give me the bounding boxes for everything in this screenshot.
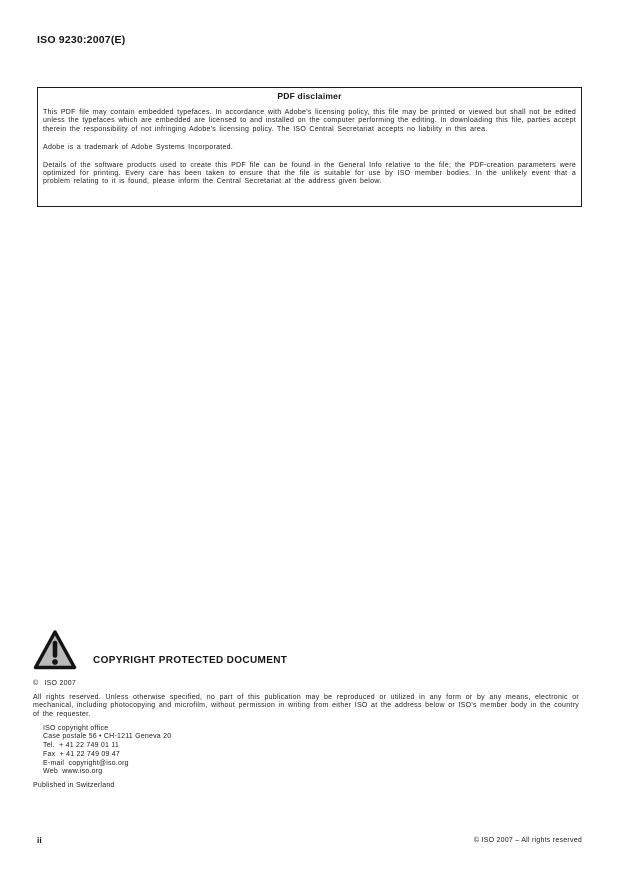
disclaimer-paragraph-2: Adobe is a trademark of Adobe Systems Incorporated.	[43, 143, 234, 151]
copyright-heading: COPYRIGHT PROTECTED DOCUMENT	[93, 655, 288, 666]
footer-copyright: © ISO 2007 – All rights reserved	[473, 837, 582, 844]
pdf-disclaimer-box	[37, 87, 582, 207]
address-email-line: E-mail copyright@iso.org	[43, 759, 129, 767]
published-line: Published in Switzerland	[33, 781, 115, 789]
copyright-line	[33, 680, 76, 687]
address-office-line: ISO copyright office	[43, 724, 109, 732]
address-postal-line: Case postale 56 • CH-1211 Geneva 20	[43, 733, 172, 741]
copyright-symbol: ©	[33, 680, 39, 687]
copyright-year: ISO 2007	[44, 680, 76, 687]
address-web-line: Web www.iso.org	[43, 768, 103, 776]
warning-triangle-icon	[33, 629, 77, 671]
disclaimer-paragraph-1: This PDF file may contain embedded typefaces. In accordance with Adobe's licensing policy, this file may be printed or viewed but shall not be edited unless the typefaces which are embedded are licensed to and installed on the computer performing the editing. In downloading this file, parties accept therein the responsibility of not infringing Adobe's licensing policy. The ISO Central Secretariat accepts no liability in this area.	[43, 109, 576, 133]
address-fax-line: Fax + 41 22 749 09 47	[43, 750, 121, 758]
disclaimer-paragraph-3: Details of the software products used to create this PDF file can be found in the General Info relative to the file; the PDF-creation parameters were optimized for printing. Every care has been taken to ensure that the file is suitable for use by ISO member bodies. In the unlikely event that a problem relating to it is found, please inform the Central Secretariat at the address given below.	[43, 161, 576, 186]
page-number: ii	[37, 835, 42, 845]
iso-address-block	[43, 725, 171, 778]
document-reference: ISO 9230:2007(E)	[37, 34, 126, 46]
disclaimer-title: PDF disclaimer	[277, 91, 342, 101]
copyright-notice: All rights reserved. Unless otherwise specified, no part of this publication may be reproduced or utilized in any form or by any means, electronic or mechanical, including photocopying and microfilm, without permission in writing from either ISO at the address below or ISO's member body in the country of the requester.	[33, 693, 579, 719]
address-tel-line: Tel. + 41 22 749 01 11	[43, 742, 119, 750]
